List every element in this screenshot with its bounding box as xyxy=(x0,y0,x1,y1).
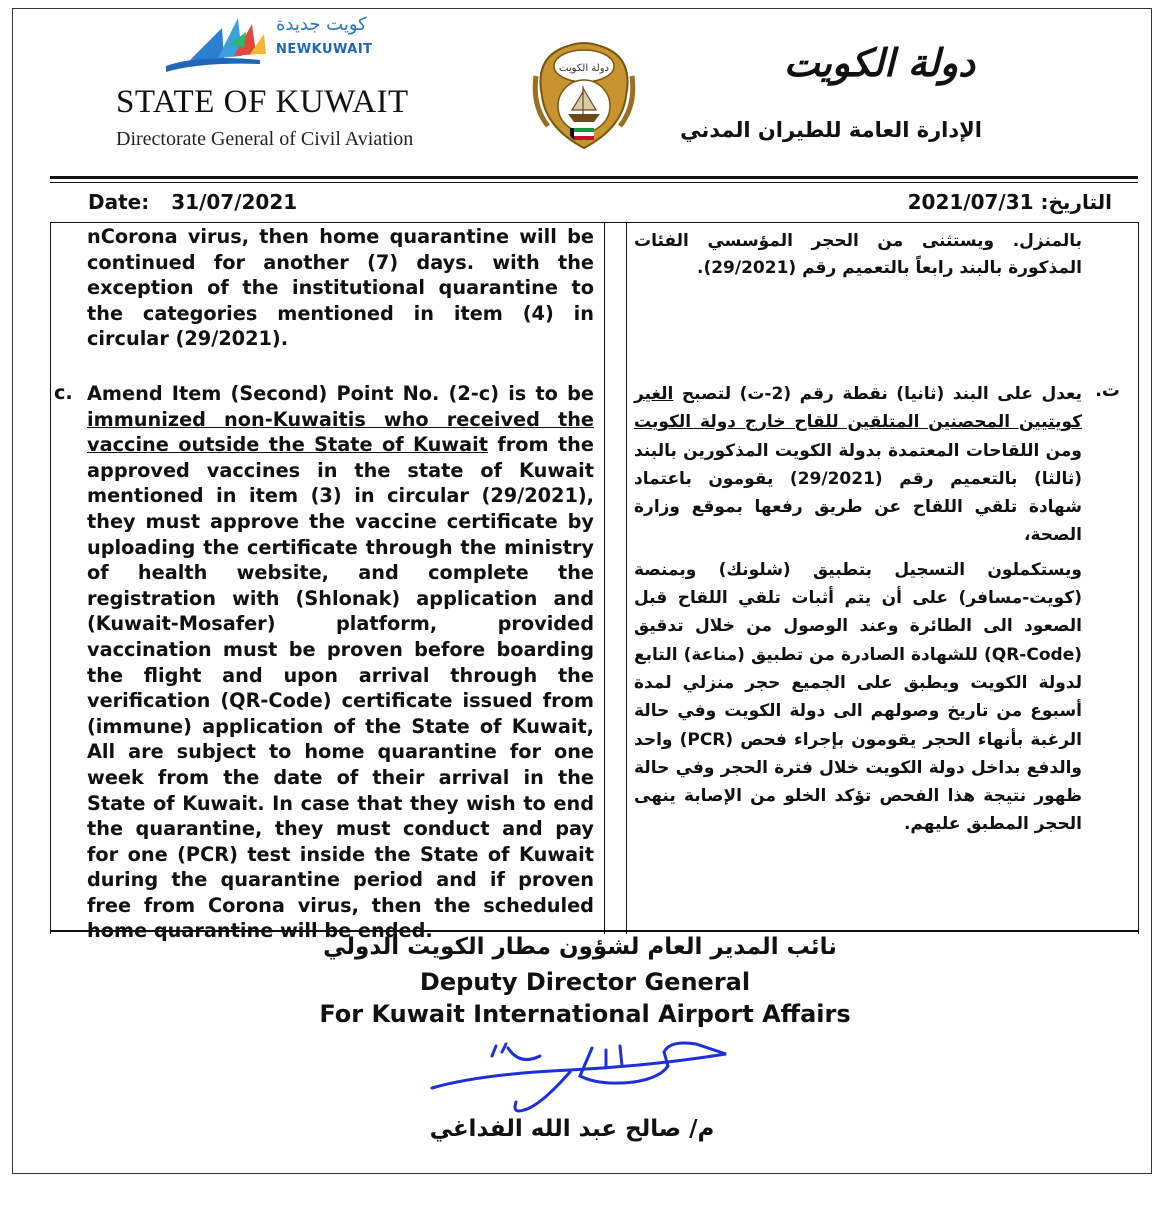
column-border-right xyxy=(1138,222,1139,934)
signatory-title-en-line2: For Kuwait International Airport Affairs xyxy=(319,1000,851,1028)
column-border-middle-right xyxy=(626,222,627,934)
logo-arabic-text: كويت جديدة xyxy=(276,14,367,35)
header-divider-thick xyxy=(50,176,1138,179)
english-p2-start: Amend Item (Second) Point No. (2-c) is to be xyxy=(87,382,594,405)
state-title-en: STATE OF KUWAIT xyxy=(116,84,409,120)
date-row xyxy=(50,186,1138,223)
signatory-title-ar: نائب المدير العام لشؤون مطار الكويت الدولي xyxy=(323,934,837,960)
arabic-p2-rest: ومن اللقاحات المعتمدة بدولة الكويت المذكورين بالبند (ثالثا) بالتعميم رقم (29/2021) يقومون باعتماد شهادة تلقي اللقاح عن طريق رفعها بموقع وزارة الصحة، xyxy=(634,440,1083,546)
signatory-title-en-line1: Deputy Director General xyxy=(419,968,751,996)
state-title-ar: دولة الكويت xyxy=(783,40,975,85)
header-divider-thin xyxy=(50,182,1138,183)
column-border-middle-left xyxy=(604,222,605,934)
arabic-paragraph-1: بالمنزل. ويستثنى من الحجر المؤسسي الفئات المذكورة بالبند رابعاً بالتعميم رقم (29/2021). xyxy=(634,231,1082,278)
arabic-paragraph-3: ويستكملون التسجيل بتطبيق (شلونك) وبمنصة (كويت-مسافر) على أن يتم أثبات تلقي اللقاح قبل الصعود الى الطائرة وعند الوصول من خلال تدقيق (QR-Code) للشهادة الصادرة من تطبيق (مناعة) التابع لدولة الكويت ويطبق على الجميع حجر منزلي لمدة أسبوع من تاريخ وصولهم الى دولة الكويت وفي حالة الرغبة بأنهاء الحجر يقومون بإجراء فحص (PCR) واحد والدفع بداخل دولة الكويت خلال فترة الحجر وفي حالة ظهور نتيجة هذا الفحص تؤكد الخلو من الإصابة ينهى الحجر المطبق عليهم. xyxy=(634,559,1083,835)
english-item-marker: c. xyxy=(54,381,73,404)
english-paragraph-2 xyxy=(87,381,594,944)
department-title-ar: الإدارة العامة للطيران المدني xyxy=(680,118,982,142)
emblem-text: دولة الكويت xyxy=(559,63,609,74)
logo-latin-text: NEWKUWAIT xyxy=(276,42,373,57)
arabic-p2-underlined: الغير كويتيين المحصنين المتلقين للقاح خارج دولة الكويت xyxy=(634,384,1082,433)
english-paragraph-1: nCorona virus, then home quarantine will be continued for another (7) days. with the exception of the institutional quarantine to the categories mentioned in item (4) in circular (29/2021). xyxy=(87,225,594,351)
signer-name-ar: م/ صالح عبد الله الفداغي xyxy=(429,1116,715,1142)
english-p2-underlined: immunized non-Kuwaitis who received the vaccine outside the State of Kuwait xyxy=(87,407,594,457)
column-border-left xyxy=(50,222,51,934)
date-label-ar: التاريخ: xyxy=(1040,190,1112,214)
date-label-en: Date: xyxy=(88,190,150,214)
arabic-p2-start: يعدل على البند (ثانيا) نقطة رقم (2-ت) لتصبح xyxy=(673,384,1082,404)
arabic-item-marker: ت. xyxy=(1095,380,1120,401)
department-title-en: Directorate General of Civil Aviation xyxy=(116,128,414,150)
arabic-paragraph-2 xyxy=(634,380,1082,839)
english-p2-rest: from the approved vaccines in the state of Kuwait mentioned in item (3) in circular (29/2021), they must approve the vaccine certificate by uploading the certificate through the ministry of health website, and complete the registration with (Shlonak) application and (Kuwait-Mosafer) platform, provided vaccination must be proven before boarding the flight and upon arrival through the verification (QR-Code) certificate issued from (immune) application of the State of Kuwait, All are subject to home quarantine for one week from the date of their arrival in the State of Kuwait. In case that they wish to end the quarantine, they must conduct and pay for one (PCR) test inside the State of Kuwait during the quarantine period and if proven free from Corona virus, then the scheduled home quarantine will be ended. xyxy=(87,433,594,943)
letterhead xyxy=(0,0,1170,180)
date-value-en: 31/07/2021 xyxy=(171,190,298,214)
kuwait-emblem-icon xyxy=(528,36,640,156)
date-ar xyxy=(908,190,1112,214)
date-value-ar: 2021/07/31 xyxy=(907,190,1034,214)
date-en xyxy=(88,190,297,214)
